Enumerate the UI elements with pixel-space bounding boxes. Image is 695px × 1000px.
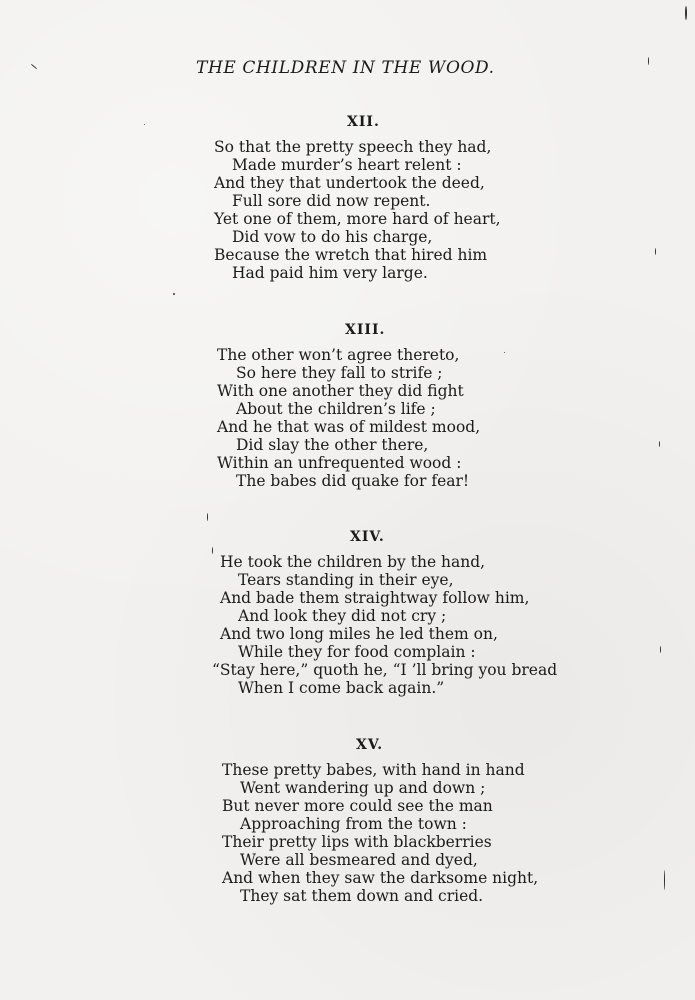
paper-speck — [207, 513, 208, 521]
paper-speck — [659, 441, 660, 447]
verse-line: Were all besmeared and dyed, — [240, 851, 478, 869]
verse-line: “Stay here,” quoth he, “I ’ll bring you bread — [212, 661, 558, 679]
verse-line: And bade them straightway follow him, — [220, 589, 530, 607]
verse-line: He took the children by the hand, — [220, 553, 486, 571]
paper-speck — [660, 646, 661, 653]
verse-line: And when they saw the darksome night, — [222, 869, 539, 887]
paper-speck — [664, 870, 665, 890]
paper-speck — [173, 293, 175, 295]
verse-line: With one another they did fight — [217, 382, 464, 400]
verse-line: The babes did quake for fear! — [236, 472, 470, 490]
stanza-numeral: XII. — [347, 114, 380, 130]
verse-line: They sat them down and cried. — [240, 887, 484, 905]
verse-line: About the children’s life ; — [236, 400, 436, 418]
verse-line: The other won’t agree thereto, — [217, 346, 460, 364]
paper-speck — [655, 248, 656, 255]
verse-line: Did vow to do his charge, — [232, 228, 433, 246]
verse-line: And they that undertook the deed, — [214, 174, 485, 192]
verse-line: So here they fall to strife ; — [236, 364, 443, 382]
verse-line: Tears standing in their eye, — [238, 571, 454, 589]
verse-line: And look they did not cry ; — [238, 607, 447, 625]
stanza-numeral: XV. — [356, 737, 384, 753]
paper-speck — [31, 64, 38, 70]
verse-line: Because the wretch that hired him — [214, 246, 488, 264]
paper-speck — [648, 57, 649, 65]
verse-line: So that the pretty speech they had, — [214, 138, 492, 156]
verse-line: These pretty babes, with hand in hand — [222, 761, 525, 779]
verse-line: Had paid him very large. — [232, 264, 428, 282]
verse-line: Approaching from the town : — [240, 815, 467, 833]
verse-line: When I come back again.” — [238, 679, 445, 697]
verse-line: And two long miles he led them on, — [220, 625, 498, 643]
paper-speck — [144, 124, 145, 125]
paper-speck — [685, 6, 687, 20]
stanza-numeral: XIV. — [350, 529, 385, 545]
paper-speck — [212, 547, 213, 554]
paper-speck — [504, 352, 505, 353]
verse-line: Yet one of them, more hard of heart, — [214, 210, 501, 228]
verse-line: Made murder’s heart relent : — [232, 156, 462, 174]
verse-line: Their pretty lips with blackberries — [222, 833, 492, 851]
verse-line: But never more could see the man — [222, 797, 493, 815]
verse-line: While they for food complain : — [238, 643, 476, 661]
verse-line: Within an unfrequented wood : — [217, 454, 462, 472]
verse-line: Went wandering up and down ; — [240, 779, 486, 797]
verse-line: Did slay the other there, — [236, 436, 429, 454]
verse-line: And he that was of mildest mood, — [217, 418, 481, 436]
verse-line: Full sore did now repent. — [232, 192, 431, 210]
page-title: THE CHILDREN IN THE WOOD. — [196, 58, 495, 78]
stanza-numeral: XIII. — [345, 322, 386, 338]
